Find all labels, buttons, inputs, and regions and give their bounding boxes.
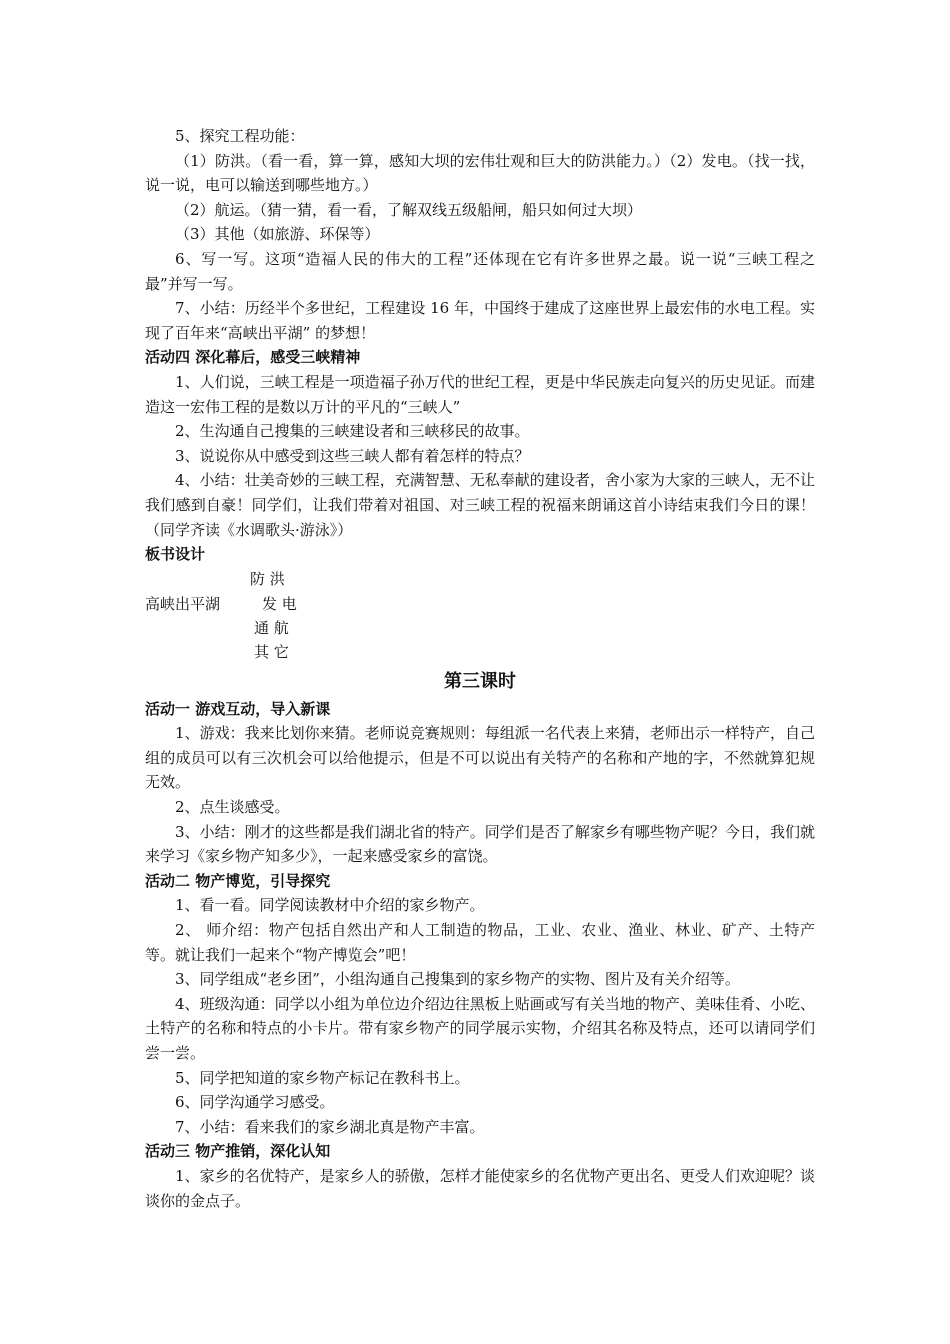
paragraph: 2、点生谈感受。 <box>175 798 290 817</box>
lesson-title: 第三课时 <box>444 670 516 692</box>
paragraph: 3、小结：刚才的这些都是我们湖北省的特产。同学们是否了解家乡有哪些物产呢？今日，我们就来学习《家乡物产知多少》，一起来感受家乡的富饶。 <box>145 822 815 866</box>
paragraph: 4、班级沟通：同学以小组为单位边介绍边往黑板上贴画或写有关当地的物产、美味佳肴、小吃、土特产的名称和特点的小卡片。带有家乡物产的同学展示实物，介绍其名称及特点，还可以请同学们尝一尝。 <box>145 994 815 1062</box>
paragraph: 7、小结：看来我们的家乡湖北真是物产丰富。 <box>175 1117 485 1136</box>
board-function: 发 电 <box>262 594 297 613</box>
board-function: 其 它 <box>254 642 289 661</box>
section-heading: 活动一 游戏互动，导入新课 <box>145 699 331 718</box>
paragraph: 5、同学把知道的家乡物产标记在教科书上。 <box>175 1068 470 1087</box>
paragraph: （2）航运。（猜一猜，看一看，了解双线五级船闸，船只如何过大坝） <box>175 200 643 219</box>
paragraph: 3、说说你从中感受到这些三峡人都有着怎样的特点？ <box>175 446 530 465</box>
paragraph: 6、同学沟通学习感受。 <box>175 1093 335 1112</box>
paragraph: 5、探究工程功能： <box>175 127 305 145</box>
document-page <box>145 124 815 1213</box>
board-main-label: 高峡出平湖 <box>145 594 221 613</box>
paragraph: （1）防洪。（看一看，算一算，感知大坝的宏伟壮观和巨大的防洪能力。）（2）发电。（找一找，说一说，电可以输送到哪些地方。） <box>145 151 815 195</box>
paragraph: （3）其他（如旅游、环保等） <box>175 225 380 244</box>
paragraph: 3、同学组成“老乡团”，小组沟通自己搜集到的家乡物产的实物、图片及有关介绍等。 <box>175 970 740 989</box>
paragraph: 1、家乡的名优特产，是家乡人的骄傲，怎样才能使家乡的名优物产更出名、更受人们欢迎呢？谈谈你的金点子。 <box>145 1166 815 1210</box>
section-heading: 板书设计 <box>145 545 206 564</box>
paragraph: 2、生沟通自己搜集的三峡建设者和三峡移民的故事。 <box>175 422 530 441</box>
paragraph: 1、看一看。同学阅读教材中介绍的家乡物产。 <box>175 896 485 915</box>
board-function: 防 洪 <box>250 569 285 588</box>
board-function: 通 航 <box>254 618 289 637</box>
section-heading: 活动三 物产推销，深化认知 <box>145 1142 331 1161</box>
paragraph: 7、小结：历经半个多世纪，工程建设 16 年，中国终于建成了这座世界上最宏伟的水电工程。实现了百年来“高峡出平湖” 的梦想！ <box>145 299 815 342</box>
paragraph: 6、写一写。这项“造福人民的伟大的工程”还体现在它有许多世界之最。说一说“三峡工程之最”并写一写。 <box>145 249 815 293</box>
paragraph: 2、 师介绍：物产包括自然出产和人工制造的物品，工业、农业、渔业、林业、矿产、土特产等。就让我们一起来个“物产博览会”吧！ <box>145 921 815 964</box>
section-heading: 活动二 物产博览，引导探究 <box>145 871 331 890</box>
paragraph: 4、小结：壮美奇妙的三峡工程，充满智慧、无私奉献的建设者，舍小家为大家的三峡人，无不让我们感到自豪！同学们，让我们带着对祖国、对三峡工程的祝福来朗诵这首小诗结束我们今日的课！（同学齐读《水调歌头·游泳》） <box>145 471 815 539</box>
board-design <box>145 567 815 665</box>
section-heading: 活动四 深化幕后，感受三峡精神 <box>145 348 361 367</box>
paragraph: 1、游戏：我来比划你来猜。老师说竞赛规则：每组派一名代表上来猜，老师出示一样特产，自己组的成员可以有三次机会可以给他提示，但是不可以说出有关特产的名称和产地的字，不然就算犯规无效。 <box>145 724 815 792</box>
paragraph: 1、人们说，三峡工程是一项造福子孙万代的世纪工程，更是中华民族走向复兴的历史见证。而建造这一宏伟工程的是数以万计的平凡的“三峡人” <box>145 372 815 416</box>
